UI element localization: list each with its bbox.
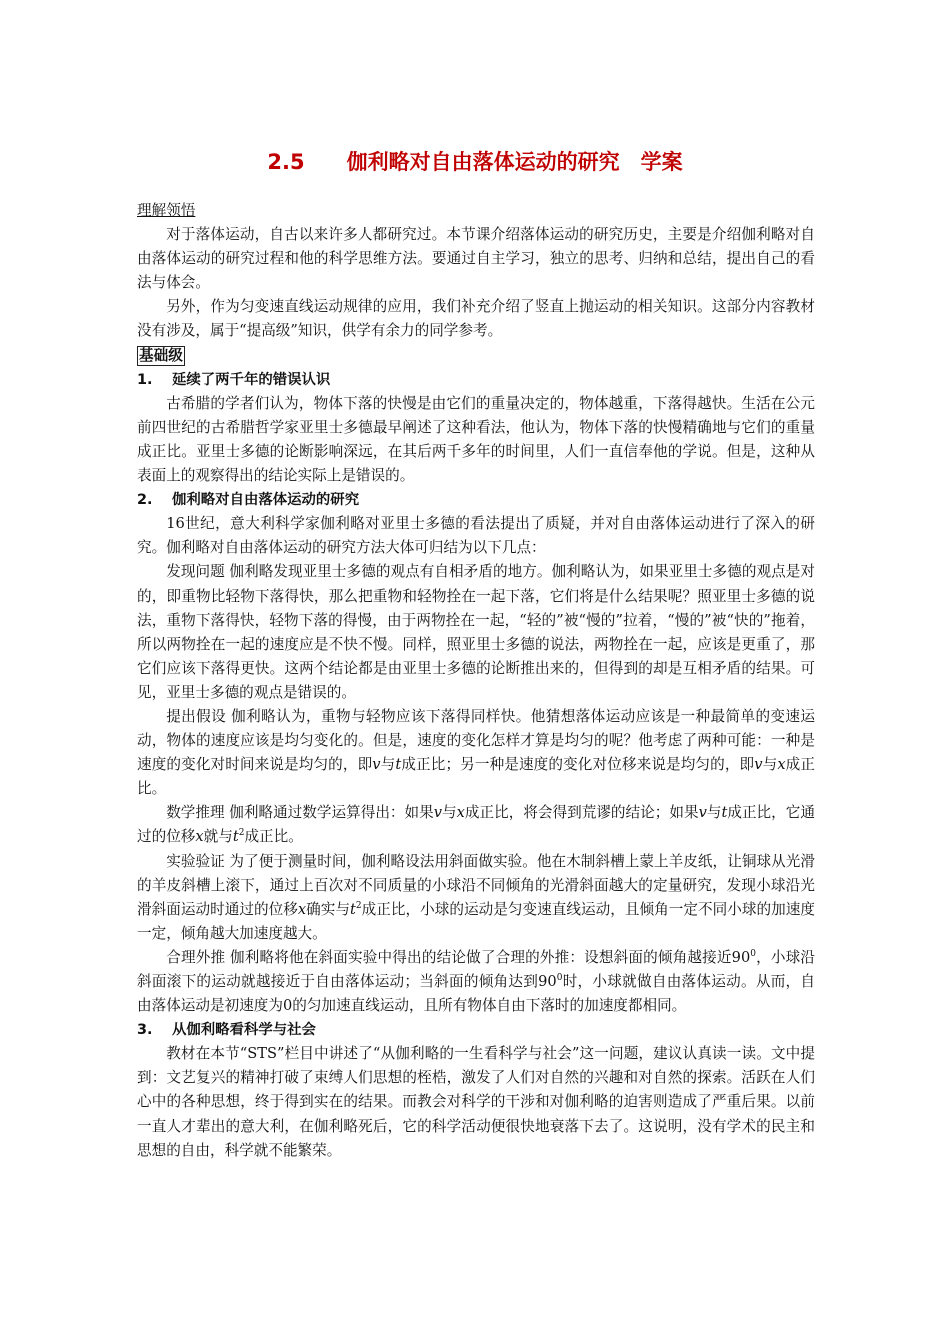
heading-text: 延续了两千年的错误认识 bbox=[172, 371, 331, 388]
level-label: 基础级 bbox=[139, 346, 183, 364]
text-run: 与 bbox=[762, 756, 778, 774]
text-run: 确实与 bbox=[306, 900, 351, 918]
extrapolation-paragraph bbox=[137, 946, 815, 1018]
section-2-intro: 16世纪，意大利科学家伽利略对亚里士多德的看法提出了质疑，并对自由落体运动进行了深入的研究。伽利略对自由落体运动的研究方法大体可归结为以下几点： bbox=[137, 515, 815, 557]
text-run: 合理外推 伽利略将他在斜面实验中得出的结论做了合理的外推：设想斜面的倾角越接近90 bbox=[166, 948, 751, 966]
text-run: 与 bbox=[380, 756, 396, 774]
superscript: 0 bbox=[556, 973, 563, 983]
heading-number: 1. bbox=[137, 371, 153, 388]
text-run: 与 bbox=[442, 804, 457, 822]
superscript: 0 bbox=[750, 948, 756, 959]
text-run: 成正比，它通过的位移 bbox=[137, 804, 815, 846]
text-run: 数学推理 伽利略通过数学运算得出：如果 bbox=[166, 804, 434, 822]
var-t: t bbox=[350, 900, 356, 918]
text-run: 就与 bbox=[203, 828, 233, 846]
text-run: 成正比。 bbox=[244, 828, 303, 846]
section-1-paragraph: 古希腊的学者们认为，物体下落的快慢是由它们的重量决定的，物体越重，下落得越快。生活在公元前四世纪的古希腊哲学家亚里士多德最早阐述了这种看法，他认为，物体下落的快慢精确地与它们的重量成正比。亚里士多德的论断影响深远，在其后两千多年的时间里，人们一直信奉他的学说。但是，这种从表面上的观察得出的结论实际上是错误的。 bbox=[137, 394, 815, 485]
section-label: 理解领悟 bbox=[137, 202, 196, 219]
var-v: v bbox=[433, 804, 442, 822]
hypothesis-paragraph bbox=[137, 705, 815, 801]
reasoning-paragraph bbox=[137, 801, 815, 849]
text-run: 成正比。 bbox=[137, 756, 815, 798]
var-t: t bbox=[395, 756, 402, 774]
var-x: x bbox=[777, 756, 786, 774]
superscript: 2 bbox=[355, 900, 362, 911]
discover-problem-paragraph: 发现问题 伽利略发现亚里士多德的观点有自相矛盾的地方。伽利略认为，如果亚里士多德的观点是对的，即重物比轻物下落得快，那么把重物和轻物拴在一起下落，它们将是什么结果呢？照亚里士多德的说法，重物下落得快，轻物下落的得慢，由于两物拴在一起，“轻的”被“慢的”拉着，“慢的”被“快的”拖着，所以两物拴在一起的速度应是不快不慢。同样，照亚里士多德的说法，两物拴在一起，应该是更重了，那它们应该下落得更快。这两个结论都是由亚里士多德的论断推出来的，但得到的却是互相矛盾的结果。可见，亚里士多德的观点是错误的。 bbox=[137, 563, 815, 701]
page-title: 2.5 伽利略对自由落体运动的研究 学案 bbox=[267, 150, 683, 174]
text-run: 成正比，将会得到荒谬的结论；如果 bbox=[464, 804, 699, 822]
var-t: t bbox=[721, 804, 728, 822]
var-x: x bbox=[195, 828, 204, 846]
var-x: x bbox=[297, 900, 307, 918]
section-3-paragraph: 教材在本节“STS”栏目中讲述了“从伽利略的一生看科学与社会”这一问题，建议认真读一读。文中提到：文艺复兴的精神打破了束缚人们思想的桎梏，激发了人们对自然的兴趣和对自然的探索。活跃在人们心中的各种思想，终于得到实在的结果。而教会对科学的干涉和对伽利略的迫害则造成了严重后果。以前一直人才辈出的意大利，在伽利略死后，它的科学活动便很快地衰落下去了。这说明，没有学术的民主和思想的自由，科学就不能繁荣。 bbox=[137, 1045, 815, 1159]
text-run: 提出假设 伽利略认为，重物与轻物应该下落得同样快。他猜想落体运动应该是一种最简单的变速运动，物体的速度应该是均匀变化的。但是，速度的变化怎样才算是均匀的呢？他考虑了两种可能：一种是速度的变化对时间来说是均匀的，即 bbox=[137, 707, 815, 774]
text-run: 成正比，小球的运动是匀变速直线运动，且倾角一定不同小球的加速度一定，倾角越大加速度越大。 bbox=[137, 900, 815, 942]
heading-number: 2. bbox=[137, 492, 153, 509]
text-run: 成正比；另一种是速度的变化对位移来说是均匀的，即 bbox=[401, 756, 755, 774]
text-run: 与 bbox=[706, 804, 722, 822]
superscript: 2 bbox=[238, 828, 245, 839]
document-body bbox=[137, 199, 815, 1163]
text-run: 实验验证 为了便于测量时间，伽利略设法用斜面做实验。他在木制斜槽上蒙上羊皮纸，让铜球从光滑的羊皮斜槽上滚下，通过上百次对不同质量的小球沿不同倾角的光滑斜面越大的定量研究，发现小球沿光滑斜面运动时通过的位移 bbox=[137, 852, 815, 918]
experiment-paragraph bbox=[137, 850, 815, 946]
heading-text: 伽利略对自由落体运动的研究 bbox=[172, 492, 360, 509]
var-v: v bbox=[698, 804, 707, 822]
section-heading-3 bbox=[137, 1018, 815, 1042]
intro-paragraph-1: 对于落体运动，自古以来许多人都研究过。本节课介绍落体运动的研究历史，主要是介绍伽利略对自由落体运动的研究过程和他的科学思维方法。要通过自主学习，独立的思考、归纳和总结，提出自己的看法与体会。 bbox=[137, 226, 815, 292]
heading-text: 从伽利略看科学与社会 bbox=[172, 1022, 316, 1039]
text-run: ，小球沿斜面滚下的运动就越接近于自由落体运动；当斜面的倾角达到90 bbox=[137, 948, 815, 990]
var-v: v bbox=[754, 756, 763, 774]
var-v: v bbox=[372, 756, 381, 774]
text-run: 时，小球就做自由落体运动。从而，自由落体运动是初速度为0的匀加速直线运动，且所有物体自由下落时的加速度都相同。 bbox=[137, 973, 815, 1015]
section-heading-2 bbox=[137, 488, 815, 512]
var-x: x bbox=[456, 804, 465, 822]
intro-paragraph-2: 另外，作为匀变速直线运动规律的应用，我们补充介绍了竖直上抛运动的相关知识。这部分内容教材没有涉及，属于“提高级”知识，供学有余力的同学参考。 bbox=[137, 298, 815, 340]
section-heading-1 bbox=[137, 368, 815, 392]
var-t: t bbox=[232, 828, 239, 846]
heading-number: 3. bbox=[137, 1022, 153, 1039]
